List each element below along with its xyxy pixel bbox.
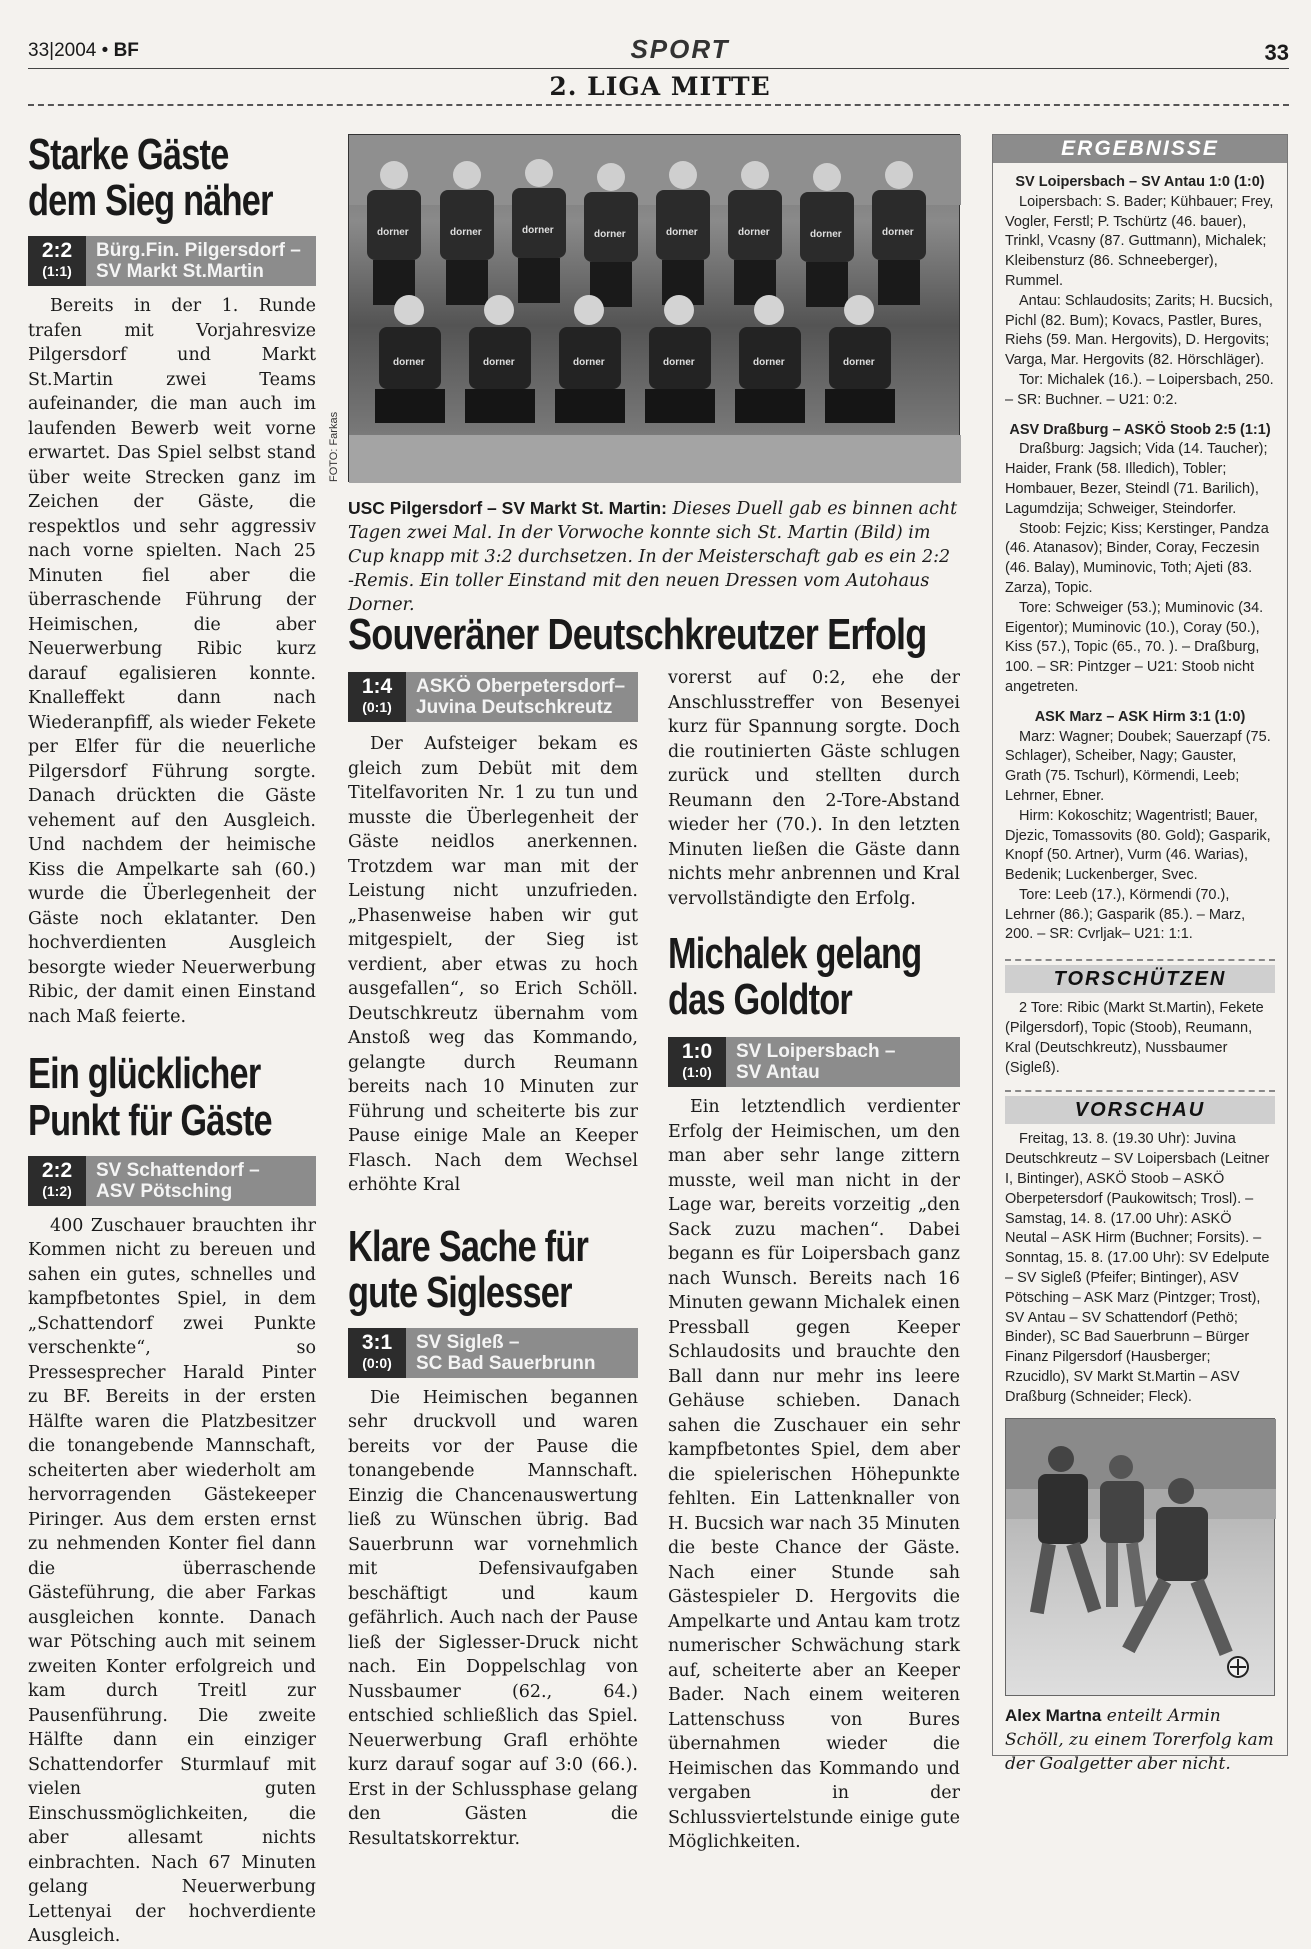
article1-body [28,294,316,1029]
home-team: ASKÖ Oberpetersdorf– [416,676,626,697]
caption-bold: USC Pilgersdorf – SV Markt St. Martin: [348,498,667,518]
issue-number: 33|2004 [28,40,97,61]
match-title: ASV Draßburg – ASKÖ Stoob 2:5 (1:1) [1009,421,1271,438]
article-text: Ein letztendlich verdienter Erfolg der Heimischen, um den man aber sehr lange zittern musste, weil man nicht in der Lage war, bereits vorzeitig „den Sack zuzu machen“. Dabei begann es für Loipersbach ganz nach Wunsch. Bereits nach 16 Minuten gewann Michalek einen Pressball gegen Keeper Schlaudosits und brauchte den Ball dann nur mehr ins leere Gehäuse schieben. Danach sahen die Zuschauer ein sehr kampfbetontes Spiel, dem aber die spielerischen Höhepunkte fehlten. Ein Lattenknaller von H. Bucsich war nach 35 Minuten die beste Chance der Gäste. Nach einer Stunde sah Gästespieler D. Hergovits die Ampelkarte und Antau kam trotz numerischer Schwächung stark auf, scheiterte aber an Keeper Bader. Nach einem weiteren Lattenschuss von Bures übernahmen wieder die Heimischen das Kommando und vergaben in der Schlussviertelstunde einige gute Möglichkeiten. [668,1097,960,1853]
article5-scorebox [668,1037,960,1087]
match-title: SV Loipersbach – SV Antau 1:0 (1:0) [1015,174,1265,190]
scorers-list [993,999,1287,1078]
halftime-score: (1:0) [682,1064,712,1081]
article-text: Die Heimischen begannen sehr druckvoll und waren bereits vor der Pause die tonangebende Mannschaft. Einzig die Chancenauswertung ließ zu Wünschen übrig. Bad Sauerbrunn war vornehmlich mit Defensivaufgaben beschäftigt und kaum gefährlich. Auch nach der Pause ließ der Siglesser-Druck nicht nach. Ein Doppelschlag von Nussbaumer (62., 64.) entschied schließlich das Spiel. Neuerwerbung Grafl erhöhte kurz darauf sogar auf 3:0 (66.). Erst in der Schlussphase gelang den Gästen die Resultatskorrektur. [348,1387,638,1849]
teams [406,1328,605,1378]
header-rule [28,68,1289,69]
article2-body [28,1214,316,1949]
home-team: SV Sigleß – [416,1331,520,1353]
article4-body [348,1386,638,1852]
score [28,236,86,286]
teams [86,236,311,286]
issue-info [28,40,139,62]
article4-scorebox [348,1328,638,1378]
article4-headline [348,1221,644,1317]
jersey-text: dorner [882,227,914,238]
article2-headline [28,1051,317,1143]
teams [406,672,635,722]
teams [726,1037,905,1087]
away-team: SC Bad Sauerbrunn [416,1352,596,1374]
scorers-title: TORSCHÜTZEN [1005,965,1275,993]
preview-title: VORSCHAU [1005,1096,1275,1124]
match-details: Tor: Michalek (16.). – Loipersbach, 250. – SR: Buchner. – U21: 0:2. [1005,371,1274,408]
caption-text: Dieses Duell gab es binnen acht Tagen zwei Mal. In der Vorwoche konnte sich St. Martin (Bild) im Cup knapp mit 3:2 durchsetzen. In der Meisterschaft gab es ein 2:2 -Remis. Ein toller Einstand mit den neuen Dressen vom Autohaus Dorner. [348,499,958,615]
preview-text: Freitag, 13. 8. (19.30 Uhr): Juvina Deutschkreutz – SV Loipersbach (Leitner I, Bintinger), ASKÖ Stoob – ASKÖ Oberpetersdorf (Paukowitsch; Trosl). – Samstag, 14. 8. (17.00 Uhr): ASKÖ Neutal – ASK Hirm (Buchner; Forsits). – Sonntag, 15. 8. (17.00 Uhr): SV Edelpute – SV Sigleß (Pfeifer; Bintinger), ASV Pötsching – ASK Marz (Pintzger; Trost), SV Antau – SV Schattendorf (Pethö; Binder), SC Bad Sauerbrunn – Bürger Finanz Pilgersdorf (Hausberger; Rzucidlo), SV Markt St.Martin – ASV Draßburg (Schneider; Fleck). [1005,1131,1270,1405]
match-title: ASK Marz – ASK Hirm 3:1 (1:0) [1034,708,1246,725]
article3-body-a [348,732,638,1198]
jersey-text: dorner [738,227,770,238]
jersey-text: dorner [522,225,554,236]
middle-column [348,672,638,1851]
headline-line: gute Siglesser [348,1267,572,1317]
match-result [1005,421,1275,698]
section-title: SPORT [630,34,730,64]
article-text: 400 Zuschauer brauchten ihr Kommen nicht zu bereuen und sahen ein gutes, schnelles und kampfbetontes Spiel, in dem „Schattendorf zwei Punkte verschenkte“, so Pressesprecher Harald Pinter zu BF. Bereits in der ersten Hälfte waren die Platzbesitzer die tonangebende Mannschaft, scheiterten aber wiederholt am hervorragenden Gästekeeper Piringer. Aus dem ersten ernst zu nehmenden Konter fiel dann die überraschende Gästeführung, die aber Farkas ausgleichen konnte. Danach war Pötsching auch mit seinem zweiten Konter erfolgreich und kam durch Treitl zur Pausenführung. Die zweite Hälfte dann ein einziger Schattendorfer Sturmlauf mit vielen guten Einschussmöglichkeiten, die aber allesamt nichts einbrachten. Nach 67 Minuten gelang Neuerwerbung Lettenyai der hochverdiente Ausgleich. [28,1215,316,1947]
score [348,1328,406,1378]
page-number: 33 [1264,40,1289,65]
paper-name: BF [113,40,139,61]
team-photo [348,134,960,482]
final-score: 3:1 [361,1330,393,1354]
lineup: Marz: Wagner; Doubek; Sauerzapf (75. Schlager), Scheiber, Nagy; Gauster, Grath (75. Tschurl), Körmendi, Leeb; Lehrner, Ebner. [1005,728,1271,804]
jersey-text: dorner [753,357,785,368]
section-dashed-rule [1005,959,1275,961]
final-score: 1:0 [681,1040,713,1064]
bullet: • [101,40,109,61]
halftime-score: (0:0) [362,1354,392,1371]
headline-line: Ein glücklicher [28,1049,261,1099]
final-score: 2:2 [41,239,73,263]
article1-headline [28,132,317,224]
caption-bold: Alex Martna [1005,1705,1102,1725]
headline-line: Michalek gelang [668,929,922,978]
jersey-text: dorner [377,227,409,238]
away-team: ASV Pötsching [96,1180,233,1202]
left-column [28,132,316,1949]
article5-body [668,1095,960,1855]
action-photo [1005,1418,1275,1696]
away-team: SV Antau [736,1062,820,1084]
lineup: Antau: Schlaudosits; Zarits; H. Bucsich, Pichl (82. Bum); Kovacs, Pastler, Bures, Riehs (59. Man. Hergovits), D. Hergovits; Varga, Mar. Hergovits (82. Hörschläger). [1005,292,1273,369]
article-text: Der Aufsteiger bekam es gleich zum Debüt mit dem Titelfavoriten Nr. 1 zu tun und musste die Überlegenheit der Gäste neidlos anerkennen. Trotzdem war man mit der Leistung nicht unzufrieden. „Phasenweise haben wir gut mitgespielt, der Sieg ist verdient, aber etwas zu hoch ausgefallen“, so Erich Schöll. Deutschkreutz übernahm vom Anstoß weg das Kommando, gelangte durch Reumann bereits nach 10 Minuten zur Führung und scheiterte bis zur Pause einige Male an Keeper Flasch. Nach dem Wechsel erhöhte Kral [348,734,638,1195]
home-team: SV Loipersbach – [736,1041,896,1063]
halftime-score: (1:1) [42,263,72,280]
article2-scorebox [28,1156,316,1206]
jersey-text: dorner [594,229,626,240]
article3-scorebox [348,672,638,722]
action-photo-drawing [1006,1419,1276,1697]
match-result [1005,173,1275,411]
final-score: 2:2 [41,1158,73,1182]
headline-line: Klare Sache für [348,1221,589,1271]
action-photo-caption [993,1696,1287,1776]
scorers-text: 2 Tore: Ribic (Markt St.Martin), Fekete (Pilgersdorf), Topic (Stoob), Reumann, Kral (Deutschkreutz), Nussbaumer (Sigleß). [1005,1000,1264,1076]
match-details: Tore: Leeb (17.), Körmendi (70.), Lehrner (86.); Gasparik (85.). – Marz, 200. – SR: Cvrljak– U21: 1:1. [1005,886,1246,943]
article-text: vorerst auf 0:2, ehe der Anschlusstreffer von Besenyei kurz für Spannung sorgte. Doch die routinierten Gäste schlugen zurück und stellten durch Reumann den 2-Tore-Abstand wieder her (70.). In den letzten Minuten ließen die Gäste dann nichts mehr anbrennen und Kral vervollständigte den Erfolg. [668,668,960,909]
home-team: SV Schattendorf – [96,1159,260,1181]
teams [86,1156,270,1206]
headline-line: das Goldtor [668,975,853,1025]
jersey-text: dorner [666,227,698,238]
section-dashed-rule [1005,1090,1275,1092]
jersey-text: dorner [483,357,515,368]
headline-line: Punkt für Gäste [28,1095,272,1145]
headline-line: Starke Gäste [28,130,229,179]
team-photo-drawing [349,135,961,483]
away-team: SV Markt St.Martin [96,261,264,283]
jersey-text: dorner [810,229,842,240]
subsection-title: 2. LIGA MITTE [549,72,771,101]
photo-caption [348,496,960,617]
results-sidebar [992,134,1288,1774]
match-details: Tore: Schweiger (53.); Muminovic (34. Eigentor); Muminovic (10.), Coray (50.), Kiss (57.), Topic (65., 70. ). – Draßburg, 100. – SR: Pintzger – U21: Stoob nicht angetreten. [1005,599,1264,695]
preview-list [993,1130,1287,1407]
match-result [1005,708,1275,946]
article5-headline [668,931,964,1023]
lineup: Draßburg: Jagsich; Vida (14. Taucher); Haider, Frank (58. Illedich), Tobler; Hombauer, Bezer, Steindl (71. Barilich), Lagumdzija; Schweiger, Steindorfer. [1005,441,1268,517]
photo-credit: FOTO: Farkas [328,411,340,482]
article1-scorebox [28,236,316,286]
article-text: Bereits in der 1. Runde trafen mit Vorjahresvize Pilgersdorf und Markt St.Martin zwei Teams aufeinander, die man auch im laufenden Bewerb weit vorne erwartet. Das Spiel selbst stand über weite Strecken ganz im Zeichen der Gäste, die respektlos und sehr aggressiv nach vorne spielten. Nach 25 Minuten fiel aber die überraschende Führung der Heimischen, die aber Neuerwerbung Ribic kurz darauf egalisieren konnte. Knalleffekt dann nach Wiederanpfiff, als wieder Fekete per Elfer für die neuerliche Pilgersdorf Führung sorgte. Danach drückten die Gäste vehement auf den Ausgleich. Und nachdem der heimische Kiss die Ampelkarte sah (60.) wurde die Überlegenheit der Gäste noch eklatanter. Den hochverdienten Ausgleich besorgte wieder Neuerwerbung Ribic, der damit einen Einstand nach Maß feierte. [28,296,316,1027]
final-score: 1:4 [361,675,393,698]
lineup: Hirm: Kokoschitz; Wagentristl; Bauer, Djezic, Tomassovits (80. Gold); Gasparik, Knopf (50. Artner), Vurm (46. Warias), Bedenik; Luckenberger, Svec. [1005,807,1271,884]
article3-headline: Souveräner Deutschkreutzer Erfolg [348,610,927,659]
away-team: Juvina Deutschkreutz [416,697,613,718]
jersey-text: dorner [450,227,482,238]
lineup: Loipersbach: S. Bader; Kühbauer; Frey, Vogler, Ferstl; P. Tschürtz (46. bauer), Trinkl, Vcasny (87. Guttmann), Michalek; Kleibensturz (86. Schneeberger), Rummel. [1005,193,1274,289]
score [348,672,406,722]
score [668,1037,726,1087]
article3-body-b [668,666,960,911]
header-dashed-rule [28,104,1289,106]
jersey-text: dorner [663,357,695,368]
home-team: Bürg.Fin. Pilgersdorf – [96,240,301,262]
halftime-score: (0:1) [362,699,392,715]
jersey-text: dorner [843,357,875,368]
jersey-text: dorner [573,357,605,368]
results-title: ERGEBNISSE [993,135,1287,163]
score [28,1156,86,1206]
lineup: Stoob: Fejzic; Kiss; Kerstinger, Pandza (46. Atanasov); Binder, Coray, Feczesin (46. Balay), Muminovic, Toth; Ajeti (83. Zarza), Topic. [1005,520,1269,596]
results-list [993,173,1287,945]
jersey-text: dorner [393,357,425,368]
headline-line: dem Sieg näher [28,176,273,226]
right-middle-column [668,666,960,1855]
caption-text: enteilt Armin Schöll, zu einem Torerfolg kam der Goalgetter aber nicht. [1005,1705,1274,1774]
halftime-score: (1:2) [42,1182,72,1199]
